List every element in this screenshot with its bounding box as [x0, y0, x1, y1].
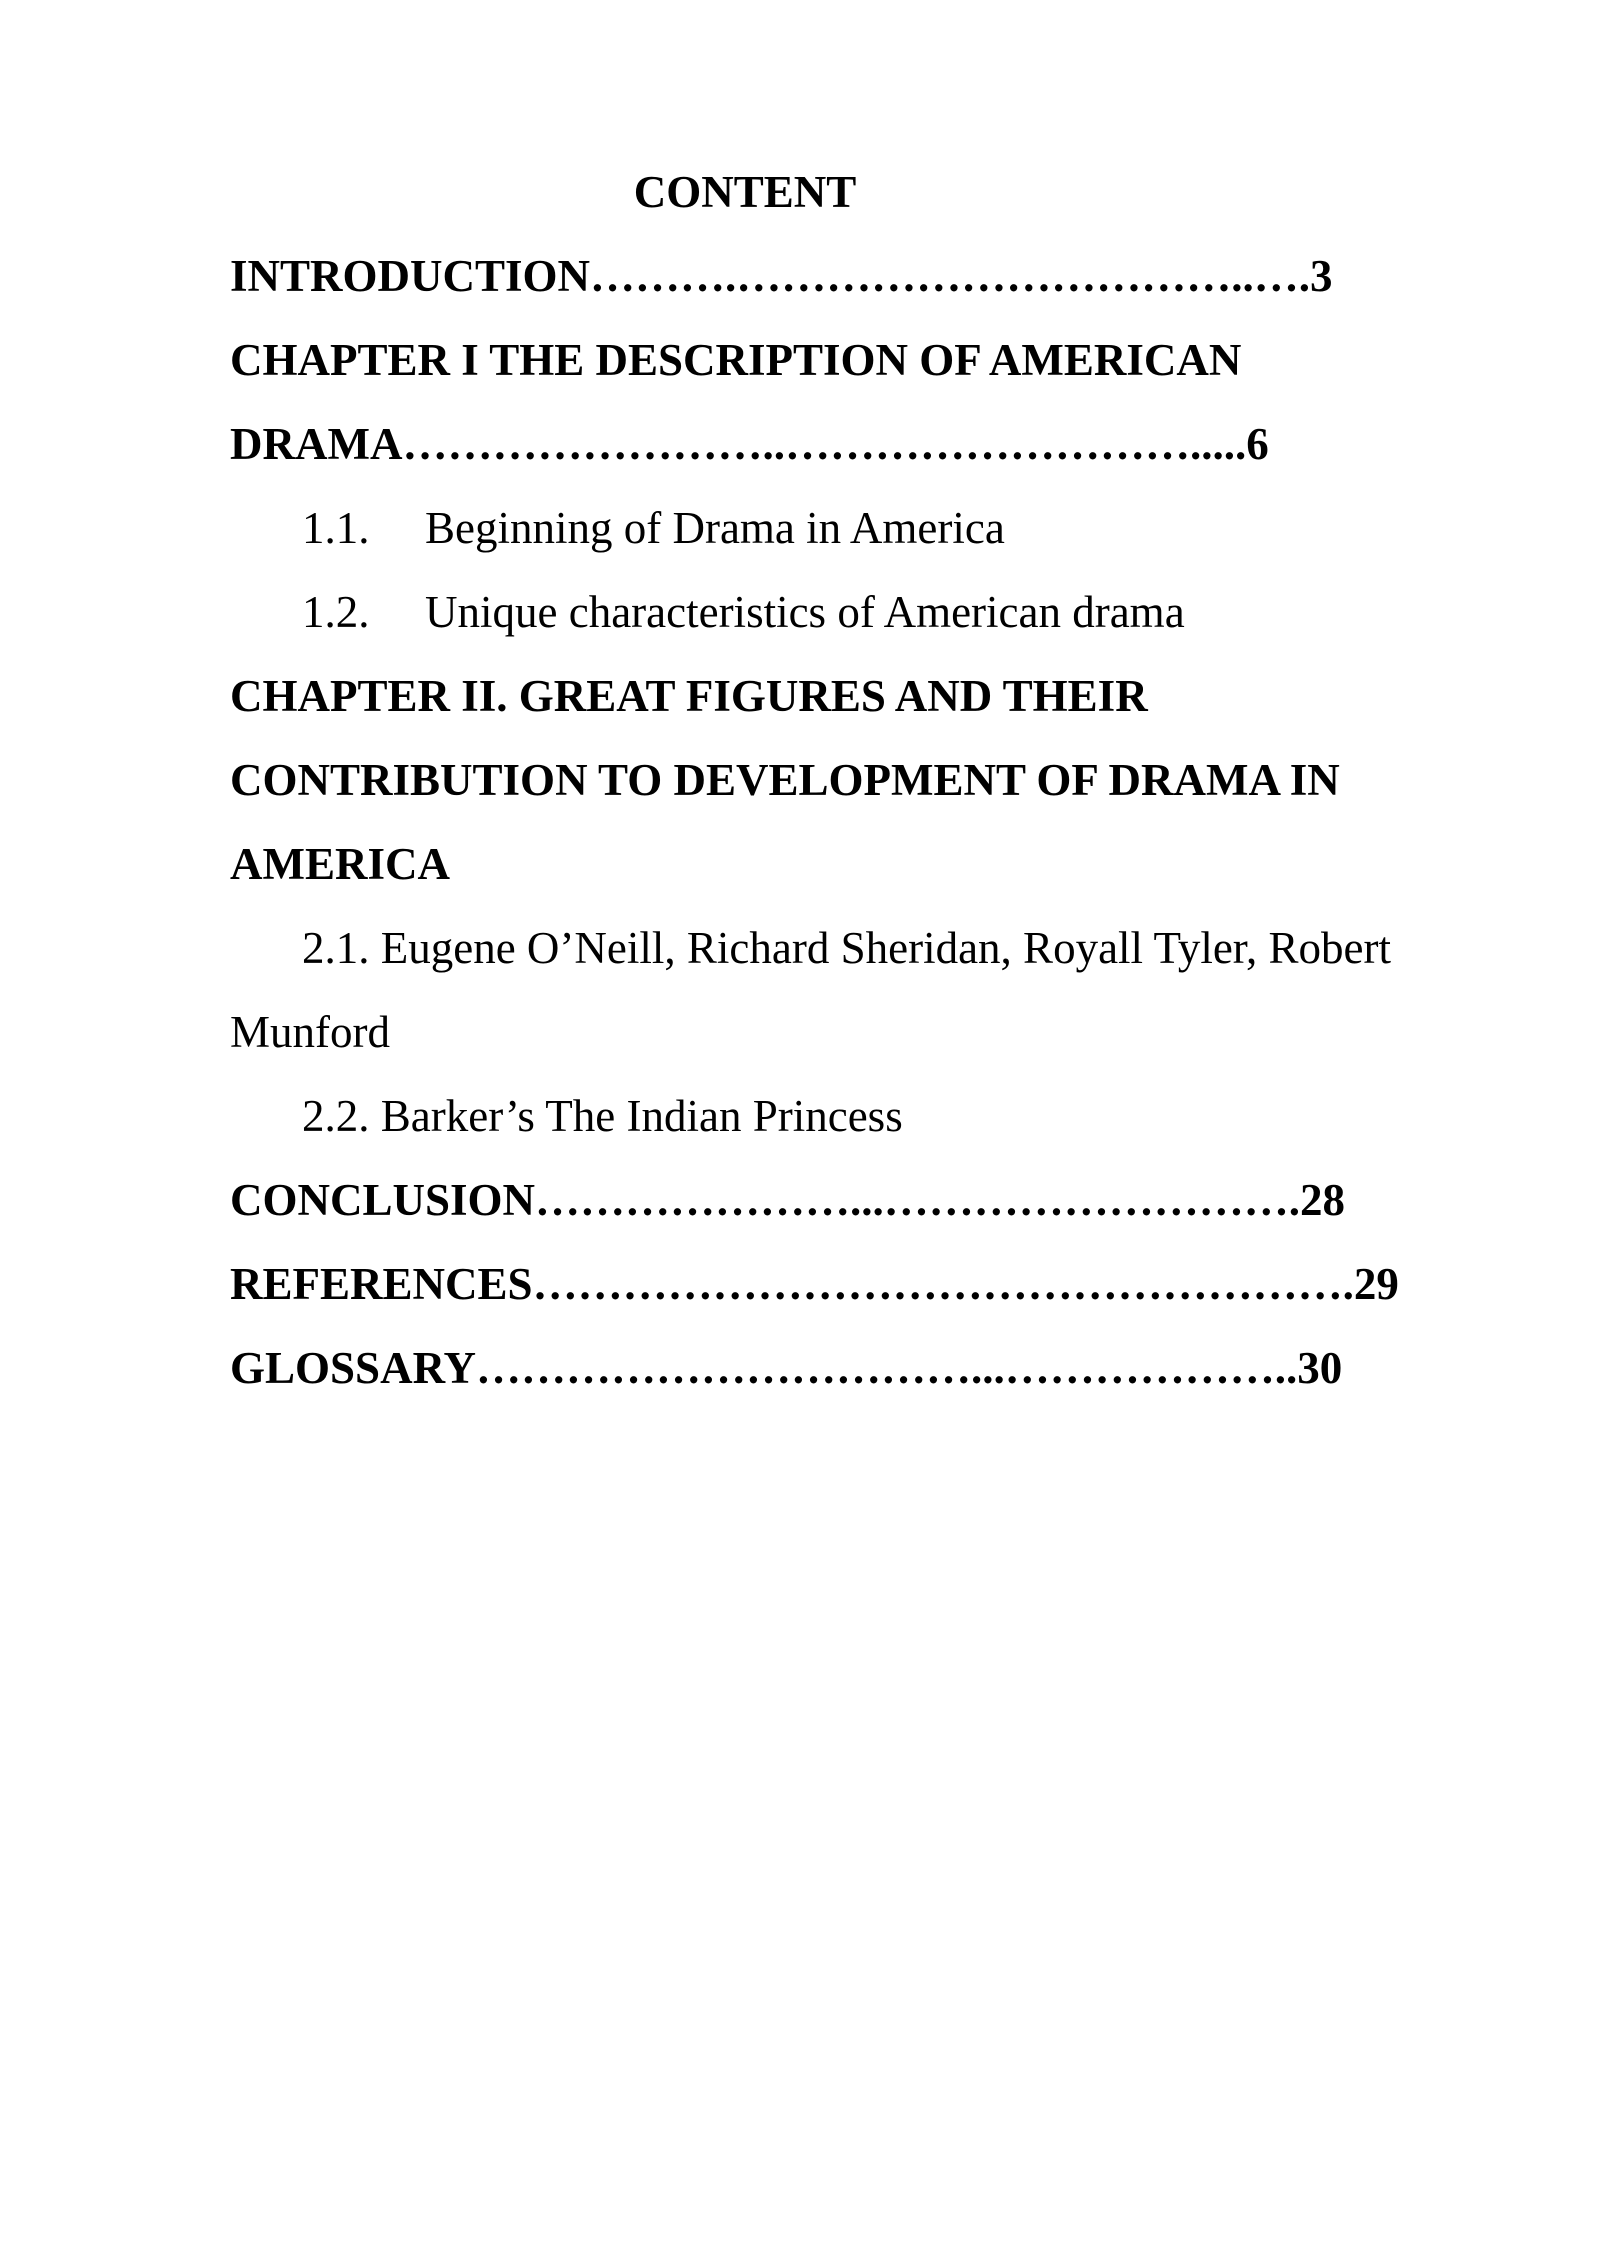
toc-subentry-text: Unique characteristics of American drama: [425, 587, 1185, 637]
toc-entry-glossary: GLOSSARY……………………………...………………..30: [230, 1343, 1343, 1393]
toc-subentry-2-1-line-1: 2.1. Eugene O’Neill, Richard Sheridan, Royall Tyler, Robert: [302, 923, 1391, 973]
toc-entry-chapter-2-line-3: AMERICA: [230, 839, 450, 889]
toc-subentry-1-1: [230, 486, 1500, 570]
toc-entry-chapter-1-line-1: CHAPTER I THE DESCRIPTION OF AMERICAN: [230, 335, 1242, 385]
toc-subentry-text: Beginning of Drama in America: [425, 503, 1005, 553]
toc-entry-chapter-2-line-1: CHAPTER II. GREAT FIGURES AND THEIR: [230, 671, 1148, 721]
toc-subentry-2-2: 2.2. Barker’s The Indian Princess: [302, 1091, 903, 1141]
toc-entry-chapter-1-line-2: DRAMA……………………..……………………….....6: [230, 419, 1269, 469]
toc-entry-references: REFERENCES……………………………………………….29: [230, 1259, 1399, 1309]
toc-entry-conclusion: CONCLUSION…………………...……………………….28: [230, 1175, 1346, 1225]
toc-subentry-number: 1.2.: [302, 587, 370, 637]
toc-entry-chapter-2-line-2: CONTRIBUTION TO DEVELOPMENT OF DRAMA IN: [230, 755, 1340, 805]
toc-subentry-1-2: [230, 570, 1500, 654]
toc-subentry-2-1-line-2: Munford: [230, 1007, 390, 1057]
table-of-contents: [230, 150, 1500, 1410]
toc-entry-introduction: INTRODUCTION……….……………………………..….3: [230, 251, 1333, 301]
toc-title: CONTENT: [633, 167, 857, 217]
toc-subentry-number: 1.1.: [302, 503, 370, 553]
